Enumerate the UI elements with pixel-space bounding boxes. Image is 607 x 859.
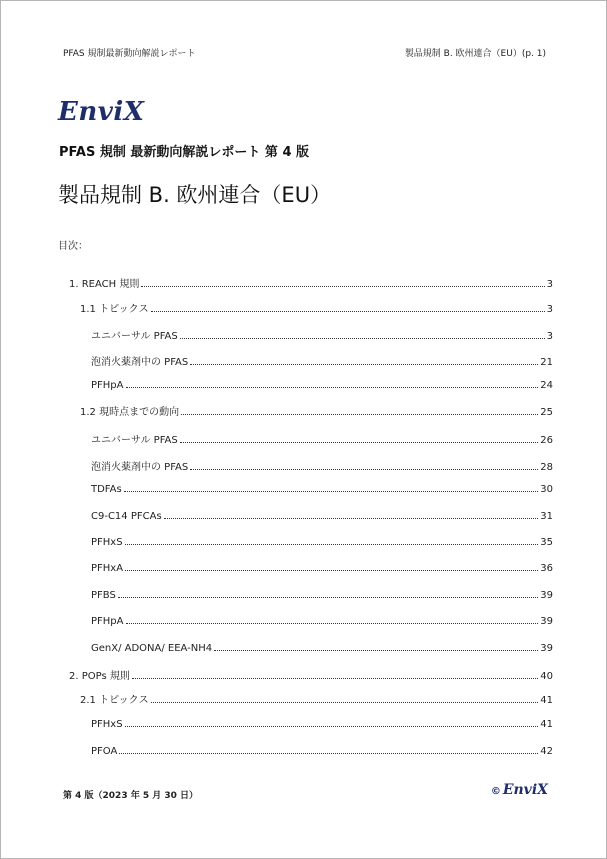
toc-entry[interactable] bbox=[91, 563, 553, 577]
toc-page-number: 26 bbox=[540, 435, 553, 446]
toc-entry[interactable] bbox=[91, 643, 553, 657]
toc-entry-title: TDFAs bbox=[91, 484, 122, 495]
toc-entry[interactable] bbox=[91, 327, 553, 341]
toc-entry[interactable] bbox=[91, 537, 553, 551]
toc-entry-title: 2. POPs 規則 bbox=[69, 671, 130, 682]
toc-entry[interactable] bbox=[80, 403, 553, 417]
running-header-left: PFAS 規制最新動向解説レポート bbox=[63, 49, 196, 59]
toc-leader-dots bbox=[190, 469, 538, 470]
toc-entry[interactable] bbox=[91, 511, 553, 525]
toc-page-number: 35 bbox=[540, 537, 553, 548]
toc-entry[interactable] bbox=[91, 353, 553, 367]
toc-entry-title: PFBS bbox=[91, 590, 116, 601]
toc-entry[interactable] bbox=[91, 380, 553, 394]
toc-entry[interactable] bbox=[91, 746, 553, 760]
toc-page-number: 21 bbox=[540, 357, 553, 368]
toc-page-number: 24 bbox=[540, 380, 553, 391]
toc-leader-dots bbox=[181, 414, 538, 415]
toc-entry-title: PFHxS bbox=[91, 719, 123, 730]
toc-entry-title: 泡消火薬剤中の PFAS bbox=[91, 462, 189, 473]
toc-entry[interactable] bbox=[91, 431, 553, 445]
toc-entry-title: ユニバーサル PFAS bbox=[91, 435, 178, 446]
toc-page-number: 40 bbox=[540, 671, 553, 682]
toc-page-number: 3 bbox=[546, 331, 553, 342]
toc-leader-dots bbox=[118, 597, 538, 598]
toc-entry[interactable] bbox=[80, 691, 553, 705]
toc-entry-title: C9-C14 PFCAs bbox=[91, 511, 162, 522]
toc-entry[interactable] bbox=[80, 300, 553, 314]
toc-entry[interactable] bbox=[91, 616, 553, 630]
toc-leader-dots bbox=[126, 387, 539, 388]
toc-leader-dots bbox=[125, 570, 538, 571]
footer-logo bbox=[491, 782, 548, 798]
toc-entry-title: PFHxA bbox=[91, 563, 124, 574]
toc-leader-dots bbox=[124, 491, 539, 492]
toc-leader-dots bbox=[180, 442, 539, 443]
envix-logo: EnviX bbox=[58, 97, 145, 127]
toc-page-number: 36 bbox=[540, 563, 553, 574]
report-subtitle: PFAS 規制 最新動向解説レポート 第 4 版 bbox=[59, 145, 310, 160]
toc-entry[interactable] bbox=[91, 590, 553, 604]
toc-entry-title: PFHpA bbox=[91, 616, 124, 627]
toc-entry[interactable] bbox=[91, 719, 553, 733]
toc-entry-title: PFOA bbox=[91, 746, 118, 757]
toc-leader-dots bbox=[164, 518, 539, 519]
toc-leader-dots bbox=[190, 364, 538, 365]
page-title: 製品規制 B. 欧州連合（EU） bbox=[58, 183, 332, 207]
toc-entry-title: 1.1 トピックス bbox=[80, 304, 149, 315]
toc-entry-title: 1.2 現時点までの動向 bbox=[80, 407, 180, 418]
toc-entry-title: PFHpA bbox=[91, 380, 124, 391]
footer-brand: EnviX bbox=[502, 782, 548, 798]
toc-leader-dots bbox=[132, 678, 538, 679]
toc-entry-title: 1. REACH 規則 bbox=[69, 279, 140, 290]
toc-leader-dots bbox=[214, 650, 538, 651]
copyright-symbol: © bbox=[490, 786, 501, 797]
running-header-right: 製品規制 B. 欧州連合（EU）(p. 1) bbox=[404, 49, 546, 59]
toc-leader-dots bbox=[125, 726, 539, 727]
toc-entry-title: 2.1 トピックス bbox=[80, 695, 149, 706]
toc-page-number: 41 bbox=[540, 719, 553, 730]
toc-entry[interactable] bbox=[91, 458, 553, 472]
toc-leader-dots bbox=[180, 338, 545, 339]
toc-page-number: 41 bbox=[540, 695, 553, 706]
toc-leader-dots bbox=[119, 753, 538, 754]
toc-leader-dots bbox=[126, 623, 539, 624]
toc-page-number: 30 bbox=[540, 484, 553, 495]
toc-page-number: 42 bbox=[540, 746, 553, 757]
toc-entry[interactable] bbox=[91, 484, 553, 498]
toc-page-number: 39 bbox=[540, 590, 553, 601]
toc-page-number: 25 bbox=[540, 407, 553, 418]
toc-leader-dots bbox=[151, 311, 545, 312]
toc-page-number: 31 bbox=[540, 511, 553, 522]
toc-page-number: 3 bbox=[546, 279, 553, 290]
toc-entry-title: GenX/ ADONA/ EEA-NH4 bbox=[91, 643, 213, 654]
toc-page-number: 28 bbox=[540, 462, 553, 473]
toc-leader-dots bbox=[141, 286, 544, 287]
toc-heading: 目次： bbox=[58, 241, 88, 252]
toc-entry[interactable] bbox=[69, 667, 553, 681]
edition-footer: 第 4 版（2023 年 5 月 30 日） bbox=[63, 791, 199, 801]
toc-page-number: 3 bbox=[546, 304, 553, 315]
toc-page-number: 39 bbox=[540, 643, 553, 654]
toc-leader-dots bbox=[125, 544, 539, 545]
toc-leader-dots bbox=[151, 702, 539, 703]
toc-entry-title: 泡消火薬剤中の PFAS bbox=[91, 357, 189, 368]
toc-entry[interactable] bbox=[69, 275, 553, 289]
toc-page-number: 39 bbox=[540, 616, 553, 627]
toc-entry-title: ユニバーサル PFAS bbox=[91, 331, 178, 342]
toc-entry-title: PFHxS bbox=[91, 537, 123, 548]
